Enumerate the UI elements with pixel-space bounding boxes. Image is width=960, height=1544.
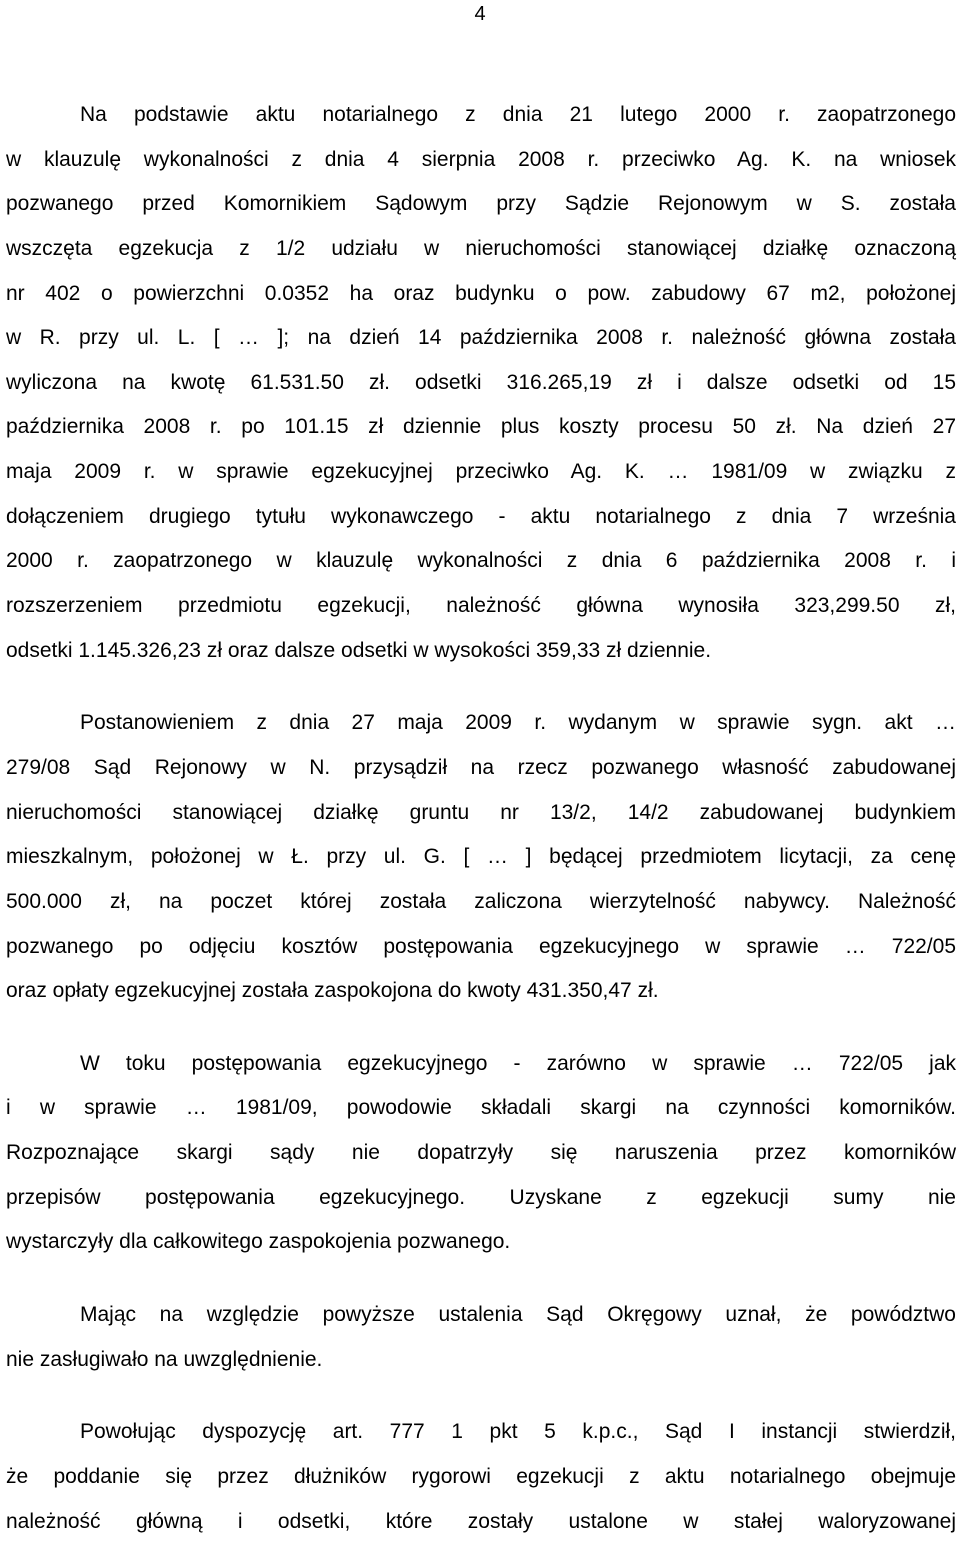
- text-line: wszczęta egzekucja z 1/2 udziału w nieruchomości stanowiącej działkę oznaczoną: [6, 236, 956, 260]
- text-line: pozwanego przed Komornikiem Sądowym przy Sądzie Rejonowym w S. została: [6, 192, 956, 216]
- text-line: Mając na względzie powyższe ustalenia Sąd Okręgowy uznał, że powództwo: [80, 1303, 956, 1327]
- text-line: dołączeniem drugiego tytułu wykonawczego - aktu notarialnego z dnia 7 września: [6, 504, 956, 528]
- text-line: Rozpoznające skargi sądy nie dopatrzyły się naruszenia przez komorników: [6, 1141, 956, 1165]
- paragraph-spacer: [6, 1265, 956, 1293]
- text-line: 2000 r. zaopatrzonego w klauzulę wykonalności z dnia 6 października 2008 r. i: [6, 549, 956, 573]
- text-line: W toku postępowania egzekucyjnego - zarówno w sprawie … 722/05 jak: [80, 1051, 956, 1075]
- paragraph-5: [6, 1410, 956, 1544]
- text-line: wystarczyły dla całkowitego zaspokojenia pozwanego.: [6, 1230, 511, 1254]
- text-line: Postanowieniem z dnia 27 maja 2009 r. wydanym w sprawie sygn. akt …: [80, 711, 956, 735]
- text-line: nie zasługiwało na uwzględnienie.: [6, 1347, 323, 1371]
- text-line: oraz opłaty egzekucyjnej została zaspokojona do kwoty 431.350,47 zł.: [6, 979, 659, 1003]
- paragraph-1: [6, 93, 956, 673]
- text-line: że poddanie się przez dłużników rygorowi egzekucji z aktu notarialnego obejmuje: [6, 1464, 956, 1488]
- paragraph-3: [6, 1042, 956, 1265]
- text-line: 279/08 Sąd Rejonowy w N. przysądził na rzecz pozwanego własność zabudowanej: [6, 755, 956, 779]
- text-line: pozwanego po odjęciu kosztów postępowania egzekucyjnego w sprawie … 722/05: [6, 934, 956, 958]
- text-line: odsetki 1.145.326,23 zł oraz dalsze odsetki w wysokości 359,33 zł dziennie.: [6, 638, 712, 662]
- paragraph-spacer: [6, 1382, 956, 1410]
- text-line: maja 2009 r. w sprawie egzekucyjnej przeciwko Ag. K. … 1981/09 w związku z: [6, 460, 956, 484]
- text-line: rozszerzeniem przedmiotu egzekucji, należność główna wynosiła 323,299.50 zł,: [6, 594, 956, 618]
- text-line: 500.000 zł, na poczet której została zaliczona wierzytelność nabywcy. Należność: [6, 889, 956, 913]
- text-line: wyliczona na kwotę 61.531.50 zł. odsetki 316.265,19 zł i dalsze odsetki od 15: [6, 370, 956, 394]
- text-line: i w sprawie … 1981/09, powodowie składali skargi na czynności komorników.: [6, 1096, 956, 1120]
- page-number: 4: [474, 3, 486, 25]
- text-line: Na podstawie aktu notarialnego z dnia 21 lutego 2000 r. zaopatrzonego: [80, 103, 956, 126]
- document-body: [6, 93, 956, 1544]
- text-line: należność główną i odsetki, które zostały ustalone w stałej waloryzowanej: [6, 1509, 956, 1533]
- text-line: w R. przy ul. L. [ … ]; na dzień 14 października 2008 r. należność główna została: [6, 326, 956, 350]
- text-line: nr 402 o powierzchni 0.0352 ha oraz budynku o pow. zabudowy 67 m2, położonej: [6, 281, 956, 305]
- text-line: w klauzulę wykonalności z dnia 4 sierpnia 2008 r. przeciwko Ag. K. na wniosek: [6, 147, 956, 171]
- text-line: października 2008 r. po 101.15 zł dziennie plus koszty procesu 50 zł. Na dzień 27: [6, 415, 956, 439]
- text-line: Powołując dyspozycję art. 777 1 pkt 5 k.p.c., Sąd I instancji stwierdził,: [80, 1420, 956, 1444]
- paragraph-4: [6, 1293, 956, 1382]
- text-line: mieszkalnym, położonej w Ł. przy ul. G. [ … ] będącej przedmiotem licytacji, za cenę: [6, 845, 956, 869]
- paragraph-spacer: [6, 673, 956, 701]
- text-line: przepisów postępowania egzekucyjnego. Uzyskane z egzekucji sumy nie: [6, 1185, 956, 1209]
- paragraph-2: [6, 701, 956, 1013]
- paragraph-spacer: [6, 1014, 956, 1042]
- text-line: nieruchomości stanowiącej działkę gruntu nr 13/2, 14/2 zabudowanej budynkiem: [6, 800, 956, 824]
